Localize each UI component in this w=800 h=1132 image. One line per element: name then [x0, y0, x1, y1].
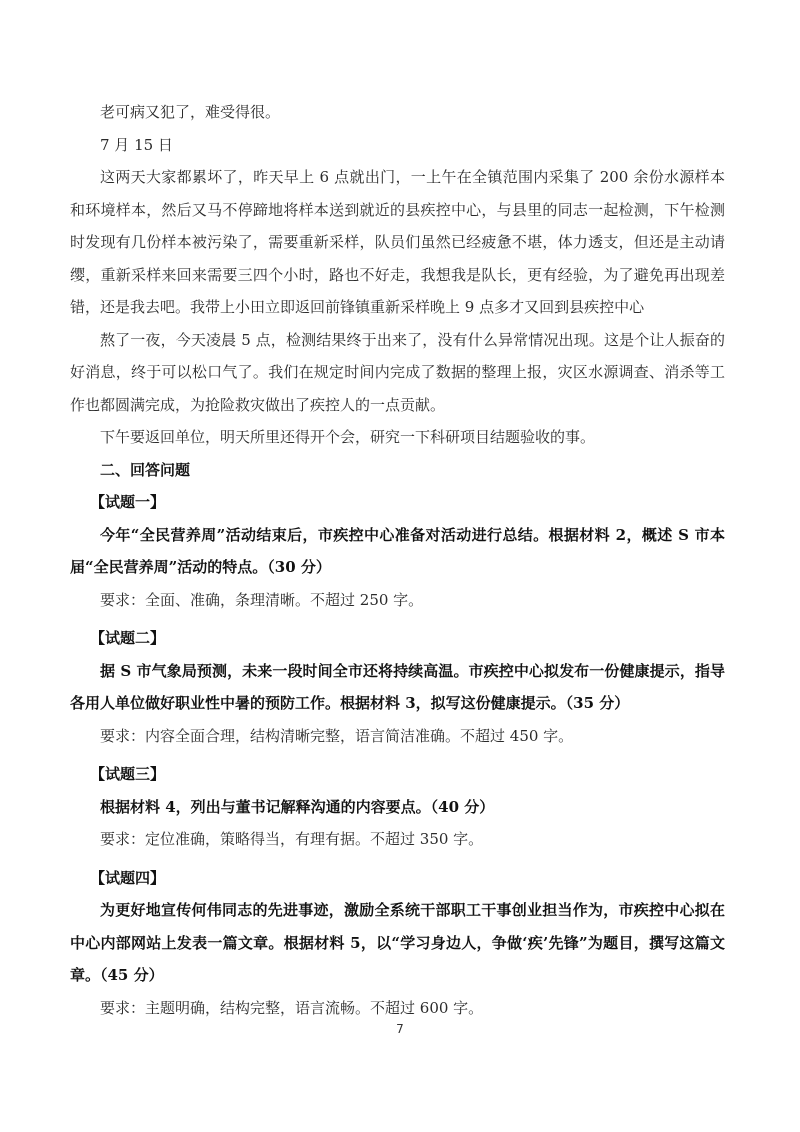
- diary-paragraph-2: 熬了一夜，今天凌晨 5 点，检测结果终于出来了，没有什么异常情况出现。这是个让人振奋的好消息，终于可以松口气了。我们在规定时间内完成了数据的整理上报，灾区水源调查、消杀等工作也都圆满完成，为抢险救灾做出了疾控人的一点贡献。: [70, 330, 725, 414]
- question-4-title: 【试题四】: [90, 868, 166, 887]
- diary-paragraph-1: 这两天大家都累坏了，昨天早上 6 点就出门，一上午在全镇范围内采集了 200 余份水源样本和环境样本，然后又马不停蹄地将样本送到就近的县疾控中心，与县里的同志一起检测，下午检测时发现有几份样本被污染了，需要重新采样，队员们虽然已经疲惫不堪，体力透支，但还是主动请缨，重新采样来回来需要三四个小时，路也不好走，我想我是队长，更有经验，为了避免再出现差错，还是我去吧。我带上小田立即返回前锋镇重新采样晚上 9 点多才又回到县疾控中心: [70, 168, 726, 316]
- question-3-title: 【试题三】: [90, 765, 166, 783]
- page-content: [70, 96, 725, 1030]
- section-heading: 二、回答问题: [100, 460, 191, 479]
- question-4-prompt: 为更好地宣传何伟同志的先进事迹，激励全系统干部职工干事创业担当作为，市疾控中心拟在中心内部网站上发表一篇文章。根据材料 5，以“学习身边人，争做‘疾’先锋”为题目，撰写这篇文章。（45 分）: [70, 901, 725, 984]
- question-1-requirement: 要求：全面、准确，条理清晰。不超过 250 字。: [100, 590, 424, 609]
- page-number: 7: [396, 1022, 404, 1036]
- question-4-requirement: 要求：主题明确，结构完整，语言流畅。不超过 600 字。: [100, 998, 484, 1017]
- question-2-title: 【试题二】: [90, 629, 166, 647]
- question-1-title: 【试题一】: [90, 493, 166, 511]
- diary-paragraph-3: 下午要返回单位，明天所里还得开个会，研究一下科研项目结题验收的事。: [100, 428, 596, 446]
- question-3-requirement: 要求：定位准确，策略得当，有理有据。不超过 350 字。: [100, 830, 484, 848]
- question-1-prompt: 今年“全民营养周”活动结束后，市疾控中心准备对活动进行总结。根据材料 2，概述 S 市本届“全民营养周”活动的特点。（30 分）: [70, 525, 725, 576]
- diary-line-continuation: 老可病又犯了，难受得很。: [100, 103, 281, 121]
- question-2-requirement: 要求：内容全面合理，结构清晰完整，语言简洁准确。不超过 450 字。: [100, 726, 574, 745]
- diary-date: 7 月 15 日: [100, 135, 173, 154]
- question-2-prompt: 据 S 市气象局预测，未来一段时间全市还将持续高温。市疾控中心拟发布一份健康提示，指导各用人单位做好职业性中暑的预防工作。根据材料 3，拟写这份健康提示。（35 分）: [70, 661, 725, 712]
- question-3-prompt: 根据材料 4，列出与董书记解释沟通的内容要点。（40 分）: [100, 797, 495, 816]
